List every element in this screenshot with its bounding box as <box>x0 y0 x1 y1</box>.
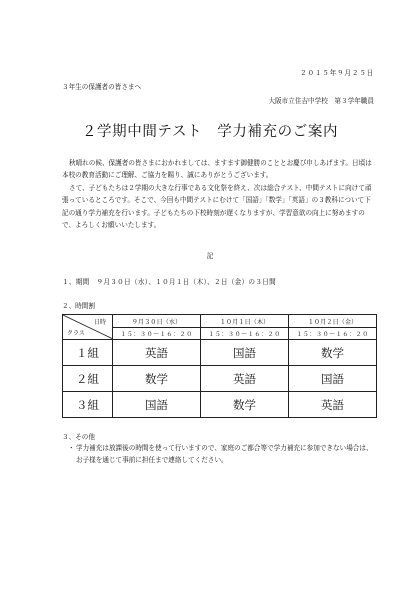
subject-cell: 数学 <box>113 366 201 392</box>
timetable-header-day-row <box>63 315 377 328</box>
ki-heading: 記 <box>206 252 214 260</box>
subject-cell: 国語 <box>113 392 201 418</box>
column-day-1: ９月３０日（水） <box>113 315 201 328</box>
issue-date: ２０１５年９月２５日 <box>300 69 374 77</box>
column-time-3: １５：３０〜１６：２０ <box>289 328 377 340</box>
timetable-corner-cell <box>63 315 113 340</box>
sender-line: 大阪市立住吉中学校 第３学年職員 <box>268 97 374 105</box>
corner-class-label: クラス <box>67 330 85 337</box>
timetable <box>62 314 377 418</box>
class-cell: １組 <box>63 340 113 366</box>
corner-day-label: 日時 <box>93 319 106 326</box>
column-day-3: １０月２日（金） <box>289 315 377 328</box>
recipient-line: ３年生の保護者の皆さまへ <box>62 83 142 91</box>
note-bullet: ・ <box>68 444 75 452</box>
document-title: ２学期中間テスト 学力補充のご案内 <box>81 124 339 140</box>
subject-cell: 英語 <box>113 340 201 366</box>
other-note <box>68 442 374 467</box>
table-row <box>63 340 377 366</box>
body-paragraph-2: さて、子どもたちは２学期の大きな行事である文化祭を終え、次は総合テスト、中間テストに向けて頑張っているところです。そこで、今回も中間テストにむけて「国語」「数学」「英語」の３教科について下記の通り学力補充を行います。子どもたちの下校時刻が遅くなりますが、学習意欲の向上に努めますので、よろしくお願いいたします。 <box>62 183 372 230</box>
table-row <box>63 366 377 392</box>
column-time-1: １５：３０〜１６：２０ <box>113 328 201 340</box>
class-cell: ２組 <box>63 366 113 392</box>
body-text <box>62 157 374 231</box>
section-other-heading: ３、その他 <box>62 433 95 441</box>
section-period: １、期間 ９月３０日（水）、１０月１日（木）、２日（金）の３日間 <box>62 278 276 286</box>
subject-cell: 国語 <box>201 340 289 366</box>
subject-cell: 国語 <box>289 366 377 392</box>
subject-cell: 数学 <box>201 392 289 418</box>
table-row <box>63 392 377 418</box>
subject-cell: 英語 <box>201 366 289 392</box>
column-time-2: １５：３０〜１６：２０ <box>201 328 289 340</box>
body-paragraph-1: 秋晴れの候、保護者の皆さまにおかれましては、ますます御健勝のこととお慶び申しあげます。日頃は本校の教育活動にご理解、ご協力を賜り、誠にありがとうございます。 <box>62 159 372 180</box>
section-timetable-heading: ２、時間割 <box>62 302 95 310</box>
note-text: 学力補充は放課後の時間を使って行いますので、家庭のご都合等で学力補充に参加できない場合は、お子様を通じて事前に担任まで連絡してください。 <box>76 444 373 465</box>
class-cell: ３組 <box>63 392 113 418</box>
column-day-2: １０月１日（木） <box>201 315 289 328</box>
subject-cell: 英語 <box>289 392 377 418</box>
subject-cell: 数学 <box>289 340 377 366</box>
